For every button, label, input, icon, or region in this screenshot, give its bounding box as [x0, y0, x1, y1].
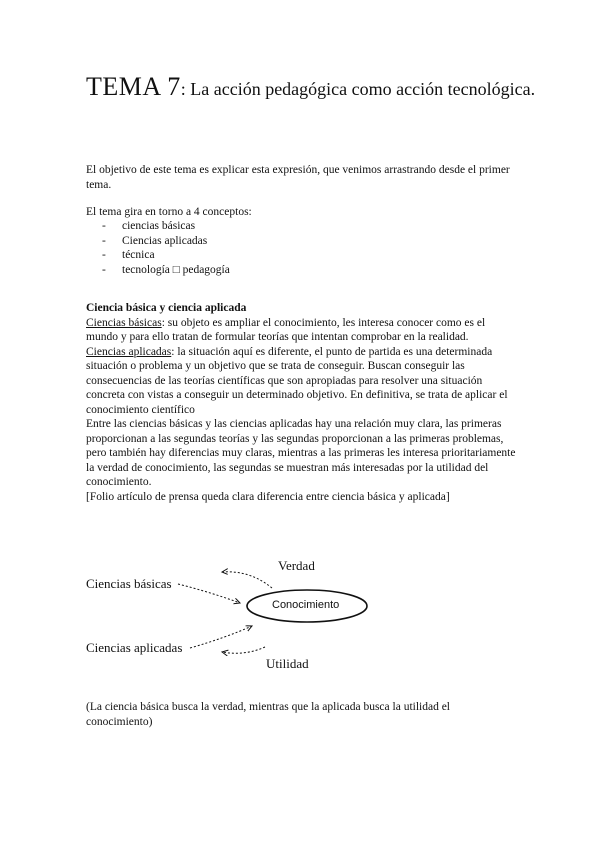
title-main: TEMA 7	[86, 72, 181, 101]
aplicadas-label: Ciencias aplicadas	[86, 345, 172, 358]
basicas-label: Ciencias básicas	[86, 316, 162, 329]
aplicadas-text: : la situación aquí es diferente, el punto de partida es una determinada situación o problema y un objetivo que se trata de conseguir. Buscan conseguir las consecuencias de las teorías científicas que son apropiadas para resolver una situación concreta con vistas a conseguir un determinado objetivo. En definitiva, se trata de aplicar el conocimiento científico	[86, 345, 508, 416]
diagram-utilidad: Utilidad	[266, 656, 309, 671]
arrow-aplicadas-to-conocimiento	[190, 626, 252, 648]
diagram-basicas: Ciencias básicas	[86, 576, 172, 591]
intro-paragraph: El objetivo de este tema es explicar esta expresión, que venimos arrastrando desde el primer tema.	[86, 164, 510, 191]
arrow-verdad-to-basicas	[222, 572, 272, 588]
list-item: - tecnología □ pedagogía	[100, 263, 230, 278]
basicas-text: : su objeto es ampliar el conocimiento, les interesa conocer como es el mundo y para ello tratan de formular teorías que intentan comprobar en la realidad.	[86, 316, 486, 343]
diagram-aplicadas: Ciencias aplicadas	[86, 640, 183, 655]
arrow-basicas-to-conocimiento	[178, 584, 240, 603]
aplicadas-paragraph	[86, 345, 516, 418]
basicas-paragraph	[86, 316, 516, 345]
list-item: - Ciencias aplicadas	[100, 234, 230, 249]
topics-intro: El tema gira en torno a 4 conceptos:	[86, 206, 252, 218]
list-item: - técnica	[100, 248, 230, 263]
diagram-verdad: Verdad	[278, 558, 315, 573]
title-rest: : La acción pedagógica como acción tecnológica.	[180, 79, 536, 99]
arrow-utilidad-to-aplicadas	[222, 647, 265, 653]
section-heading: Ciencia básica y ciencia aplicada	[86, 302, 247, 314]
list-item: - ciencias básicas	[100, 219, 230, 234]
page-title	[86, 74, 536, 104]
relation-paragraph: Entre las ciencias básicas y las ciencias aplicadas hay una relación muy clara, las primeras proporcionan a las segundas teorías y las segundas proporcionan a las primeras problemas, pero también hay diferencias muy claras, mientras a las primeras les interesa prioritariamente la verdad de conocimiento, las segundas se muestran más interesadas por la utilidad del conocimiento.	[86, 418, 516, 488]
folio-note: [Folio artículo de prensa queda clara diferencia entre ciencia básica y aplicada]	[86, 490, 450, 503]
topics-list	[100, 219, 230, 277]
section-body	[86, 301, 516, 504]
diagram-caption: (La ciencia básica busca la verdad, mientras que la aplicada busca la utilidad el conocimiento)	[86, 701, 450, 728]
diagram-conocimiento: Conocimiento	[272, 599, 340, 611]
